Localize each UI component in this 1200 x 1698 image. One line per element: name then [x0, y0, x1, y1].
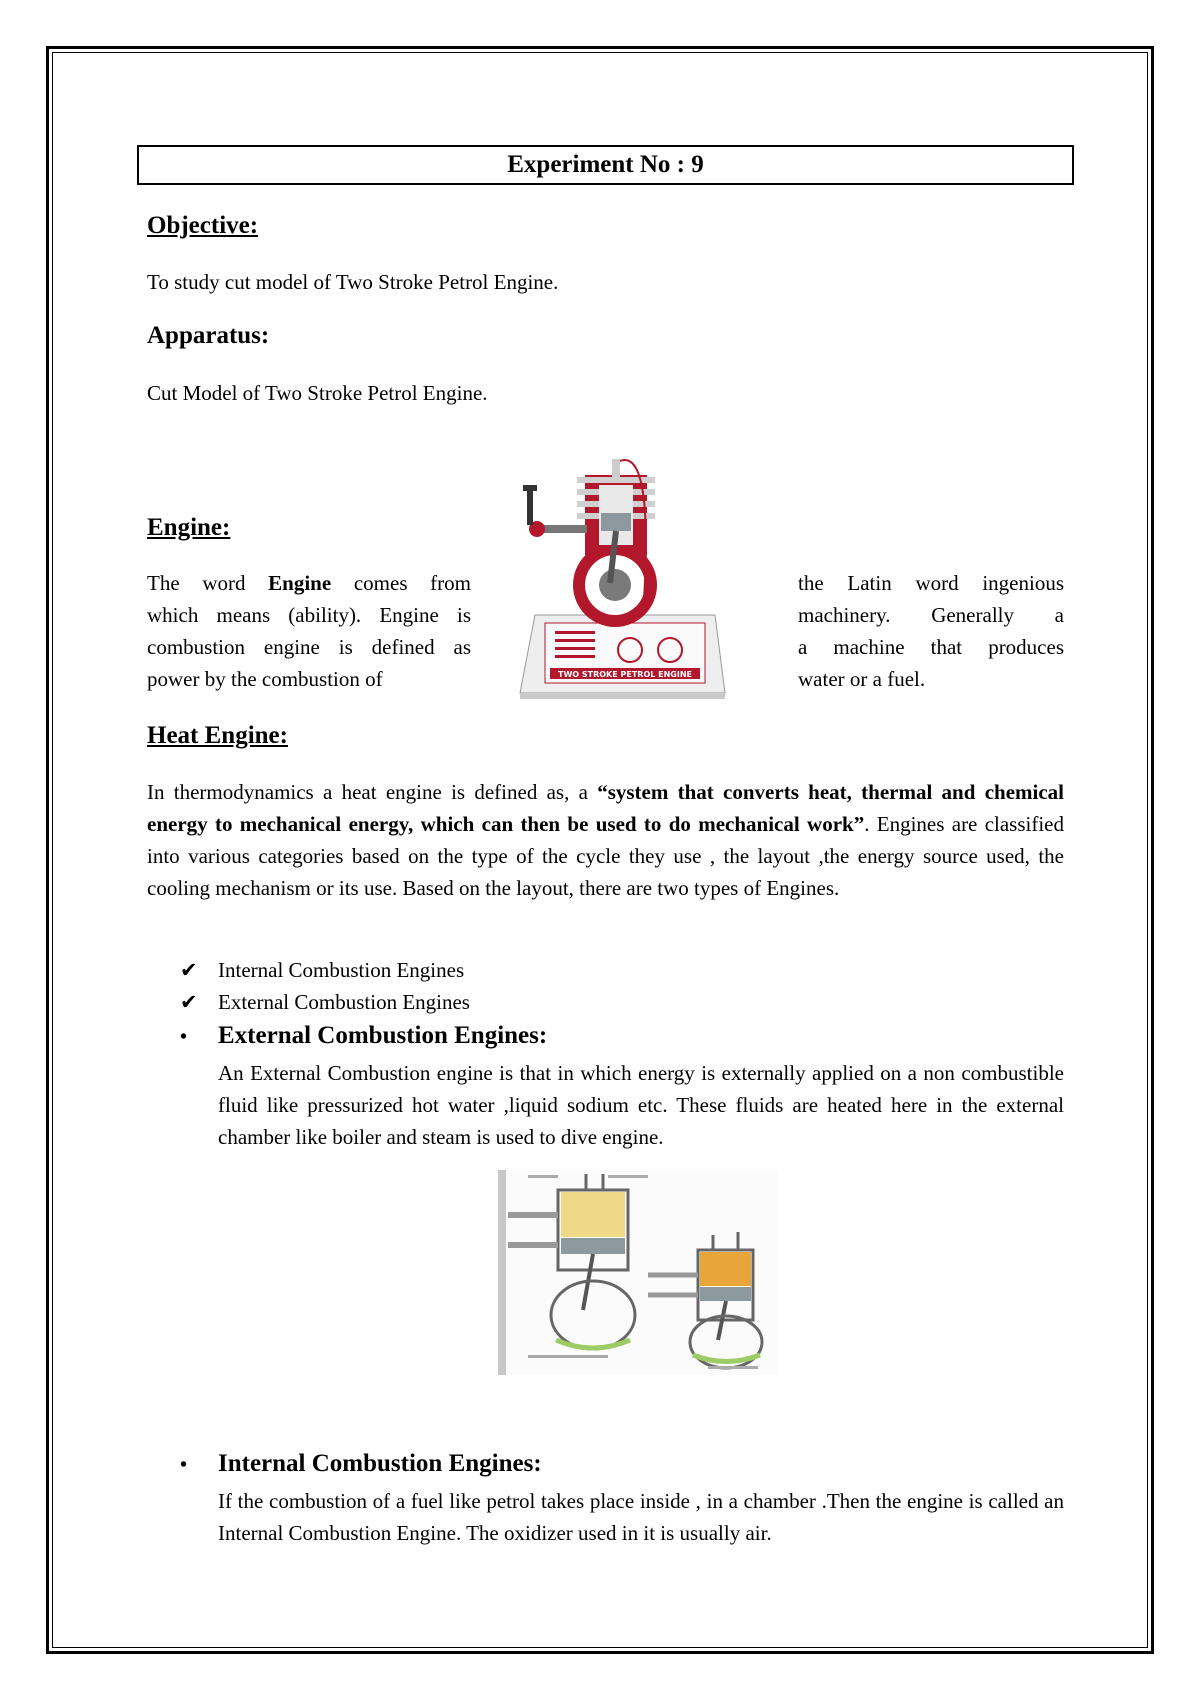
heat-rest: . Engines are classified into various categories based on the type of the cycle they use , the layout ,the energy source used, the cooling mechanism or its use. Based on the layout, there are two types of Engines.: [147, 812, 1065, 900]
engine-right-line-4: water or a fuel.: [798, 667, 926, 691]
apparatus-text: Cut Model of Two Stroke Petrol Engine.: [147, 381, 488, 405]
external-heading-row: [180, 1022, 547, 1050]
list-item-label: Internal Combustion Engines: [218, 958, 465, 982]
external-heading: External Combustion Engines:: [218, 1022, 548, 1049]
engine-image-label: TWO STROKE PETROL ENGINE: [558, 670, 692, 679]
bullet-icon: •: [180, 1025, 188, 1048]
list-item-label: External Combustion Engines: [218, 990, 470, 1014]
apparatus-heading: Apparatus:: [147, 322, 270, 349]
engine-cycle-diagram-image: [498, 1170, 778, 1375]
list-item: [180, 954, 464, 986]
engine-text-left: [147, 567, 471, 695]
heat-engine-heading: Heat Engine:: [147, 722, 288, 749]
heat-intro: In thermodynamics a heat engine is defined as, a: [147, 780, 598, 804]
objective-heading: Objective:: [147, 212, 259, 239]
engine-left-line-1-a: The word: [147, 571, 269, 595]
engine-left-line-3: combustion engine is defined as: [147, 635, 471, 659]
external-paragraph: An External Combustion engine is that in which energy is externally applied on a non combustible fluid like pressurized hot water ,liquid sodium etc. These fluids are heated here in the external chamber like boiler and steam is used to dive engine.: [218, 1061, 1064, 1149]
engine-left-line-2: which means (ability). Engine is: [147, 603, 471, 627]
internal-heading-row: [180, 1450, 542, 1478]
engine-right-line-3: a machine that produces: [798, 635, 1064, 659]
objective-text: To study cut model of Two Stroke Petrol Engine.: [147, 270, 559, 294]
internal-paragraph: If the combustion of a fuel like petrol takes place inside , in a chamber .Then the engine is called an Internal Combustion Engine. The oxidizer used in it is usually air.: [218, 1489, 1064, 1545]
engine-bold-word: Engine: [268, 571, 332, 595]
experiment-title: Experiment No : 9: [137, 145, 1074, 185]
engine-heading: Engine:: [147, 514, 231, 541]
heat-quote: “system that converts heat, thermal and chemical energy to mechanical energy, which can then be used to do mechanical work”: [147, 780, 1064, 836]
engine-left-line-1-b: comes from: [331, 571, 471, 595]
engine-cut-model-image: [515, 455, 730, 700]
engine-left-line-1: [147, 567, 471, 599]
engine-left-line-4: power by the combustion of: [147, 667, 383, 691]
engine-right-line-2: machinery. Generally a: [798, 603, 1064, 627]
bullet-icon: •: [180, 1453, 188, 1476]
engine-text-right: [798, 567, 1064, 695]
check-icon: ✔: [180, 990, 198, 1014]
engine-right-line-1: the Latin word ingenious: [798, 571, 1064, 595]
heat-engine-paragraph: [147, 776, 1064, 904]
list-item: [180, 986, 470, 1018]
check-icon: ✔: [180, 958, 198, 982]
internal-heading: Internal Combustion Engines:: [218, 1450, 542, 1477]
